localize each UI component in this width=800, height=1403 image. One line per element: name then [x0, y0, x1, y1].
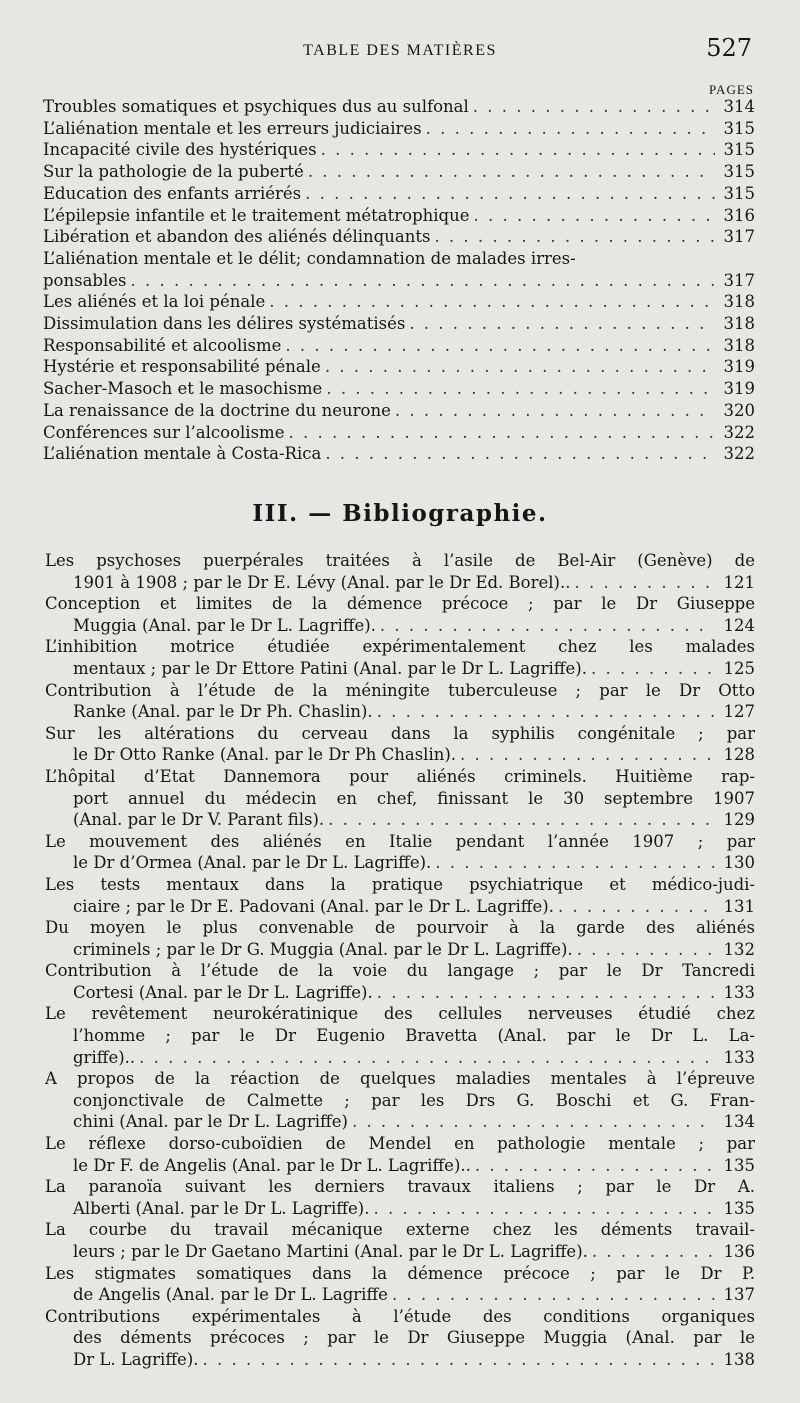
bibliography-list [45, 550, 755, 1371]
dot-leader [574, 572, 715, 594]
dot-leader [269, 291, 715, 313]
leader-line [45, 701, 755, 723]
toc-title: Sacher-Masoch et le masochisme [43, 379, 323, 399]
page-ref: 314 [723, 97, 755, 116]
leader-line [43, 139, 755, 161]
toc-title-line: L’aliénation mentale et le délit; condamnation de malades irres- [43, 248, 576, 268]
bibliography-entry [45, 636, 755, 679]
leader-line [43, 205, 755, 227]
leader-line [43, 118, 755, 140]
bibliography-entry [45, 1263, 755, 1306]
dot-leader [592, 1241, 715, 1263]
table-of-contents [43, 96, 755, 465]
bibliography-last-line: leurs ; par le Dr Gaetano Martini (Anal. par le Dr L. Lagriffe). [73, 1242, 588, 1261]
dot-leader [288, 422, 715, 444]
bibliography-text-line: l’homme ; par le Dr Eugenio Bravetta (Anal. par le Dr L. La- [73, 1026, 755, 1046]
leader-line [43, 378, 755, 400]
dot-leader [380, 615, 715, 637]
bibliography-text-line: Contributions expérimentales à l’étude des conditions organiques [45, 1306, 755, 1326]
page-ref: 124 [723, 615, 755, 635]
leader-line [43, 400, 755, 422]
leader-line [45, 1155, 755, 1177]
bibliography-last-line: (Anal. par le Dr V. Parant fils). [73, 810, 325, 830]
leader-line [43, 96, 755, 118]
bibliography-text-line: L’inhibition motrice étudiée expérimentalement chez les malades [45, 637, 755, 657]
toc-title: Education des enfants arriérés [43, 183, 302, 203]
bibliography-entry [45, 874, 755, 917]
bibliography-text-line: Sur les altérations du cerveau dans la syphilis congénitale ; par [45, 723, 755, 743]
bibliography-entry [45, 960, 755, 1003]
toc-title: L’épilepsie infantile et le traitement métatrophique [43, 205, 470, 225]
toc-title: L’aliénation mentale et les erreurs judiciaires [43, 118, 422, 138]
toc-title: Les aliénés et la loi pénale [43, 292, 266, 312]
bibliography-entry [45, 831, 755, 874]
page-ref: 315 [723, 162, 755, 182]
page-ref: 318 [723, 335, 755, 355]
bibliography-entry [45, 1068, 755, 1133]
dot-leader [591, 658, 715, 680]
dot-leader [558, 896, 715, 918]
bibliography-entry [45, 1003, 755, 1068]
page-ref: 322 [723, 444, 755, 464]
page-ref: 121 [723, 572, 755, 592]
dot-leader [409, 313, 715, 335]
dot-leader [139, 1047, 715, 1069]
bibliography-entry [45, 1176, 755, 1219]
page-ref: 136 [723, 1242, 755, 1261]
leader-line [43, 313, 755, 335]
bibliography-text-line: Le revêtement neurokératinique des cellules nerveuses étudié chez [45, 1004, 755, 1024]
bibliography-last-line: ciaire ; par le Dr E. Padovani (Anal. par le Dr L. Lagriffe). [73, 896, 554, 916]
page-ref: 131 [723, 896, 755, 916]
dot-leader [395, 400, 715, 422]
dot-leader [377, 701, 715, 723]
page-ref: 317 [723, 227, 755, 247]
bibliography-last-line: 1901 à 1908 ; par le Dr E. Lévy (Anal. par le Dr Ed. Borel).. [73, 572, 571, 592]
bibliography-last-line: griffe).. [73, 1047, 136, 1067]
leader-line [45, 744, 755, 766]
leader-line [45, 809, 755, 831]
toc-entry [43, 248, 755, 291]
bibliography-text-line: Du moyen le plus convenable de pourvoir à la garde des aliénés [45, 918, 755, 938]
page-ref: 318 [723, 292, 755, 312]
leader-line [43, 161, 755, 183]
pages-column-label: PAGES [709, 82, 754, 97]
bibliography-entry [45, 680, 755, 723]
toc-entry [43, 118, 755, 140]
page-ref: 134 [723, 1112, 755, 1132]
dot-leader [577, 939, 715, 961]
bibliography-last-line: Ranke (Anal. par le Dr Ph. Chaslin). [73, 702, 373, 722]
toc-entry [43, 183, 755, 205]
dot-leader [131, 270, 716, 292]
bibliography-last-line: Dr L. Lagriffe). [73, 1349, 199, 1369]
leader-line [43, 291, 755, 313]
bibliography-text-line: Les stigmates somatiques dans la démence précoce ; par le Dr P. [45, 1263, 755, 1283]
toc-title: Conférences sur l’alcoolisme [43, 422, 285, 442]
toc-title: Libération et abandon des aliénés délinquants [43, 227, 431, 247]
leader-line [45, 658, 755, 680]
page-ref: 130 [723, 853, 755, 873]
dot-leader [352, 1111, 715, 1133]
bibliography-last-line: de Angelis (Anal. par le Dr L. Lagriffe [73, 1285, 388, 1305]
dot-leader [473, 96, 715, 118]
dot-leader [373, 1198, 715, 1220]
toc-title: Sur la pathologie de la puberté [43, 162, 304, 182]
dot-leader [203, 1349, 716, 1371]
dot-leader [475, 1155, 715, 1177]
running-title: TABLE DES MATIÈRES [303, 42, 497, 59]
bibliography-entry [45, 1133, 755, 1176]
bibliography-last-line: chini (Anal. par le Dr L. Lagriffe) [73, 1112, 348, 1132]
bibliography-entry [45, 1219, 755, 1262]
page-ref: 129 [723, 810, 755, 830]
toc-title: Hystérie et responsabilité pénale [43, 357, 321, 377]
leader-line [45, 1111, 755, 1133]
page-ref: 135 [723, 1155, 755, 1175]
page-ref: 318 [723, 314, 755, 334]
page-ref: 125 [723, 658, 755, 678]
toc-entry [43, 356, 755, 378]
toc-title: ponsables [43, 270, 127, 290]
bibliography-text-line: conjonctivale de Calmette ; par les Drs G. Boschi et G. Fran- [73, 1090, 755, 1110]
page-ref: 322 [723, 422, 755, 442]
page-ref: 315 [723, 183, 755, 203]
section-heading: III. — Bibliographie. [252, 500, 548, 527]
toc-entry [43, 400, 755, 422]
leader-line [43, 270, 755, 292]
dot-leader [460, 744, 715, 766]
running-head [40, 34, 760, 64]
bibliography-text-line: Les tests mentaux dans la pratique psychiatrique et médico-judi- [45, 874, 755, 894]
leader-line [43, 183, 755, 205]
bibliography-text-line: Le réflexe dorso-cuboïdien de Mendel en pathologie mentale ; par [45, 1134, 755, 1154]
bibliography-entry [45, 593, 755, 636]
bibliography-last-line: Alberti (Anal. par le Dr L. Lagriffe). [73, 1198, 370, 1218]
bibliography-text-line: port annuel du médecin en chef, finissant le 30 septembre 1907 [73, 788, 755, 808]
bibliography-last-line: le Dr d’Ormea (Anal. par le Dr L. Lagriffe). [73, 853, 432, 873]
page-number: 527 [706, 34, 752, 62]
dot-leader [325, 443, 715, 465]
dot-leader [435, 852, 715, 874]
page-ref: 320 [723, 400, 755, 420]
toc-entry [43, 291, 755, 313]
dot-leader [377, 982, 715, 1004]
toc-entry [43, 378, 755, 400]
toc-title: La renaissance de la doctrine du neurone [43, 400, 391, 420]
dot-leader [474, 205, 716, 227]
toc-entry [43, 139, 755, 161]
leader-line [45, 1241, 755, 1263]
bibliography-entry [45, 550, 755, 593]
bibliography-last-line: mentaux ; par le Dr Ettore Patini (Anal. par le Dr L. Lagriffe). [73, 658, 587, 678]
leader-line [45, 1198, 755, 1220]
page-ref: 319 [723, 379, 755, 399]
page-ref: 128 [723, 745, 755, 765]
page-ref: 135 [723, 1198, 755, 1218]
dot-leader [326, 378, 715, 400]
page-ref: 317 [723, 270, 755, 290]
leader-line [45, 896, 755, 918]
bibliography-text-line: A propos de la réaction de quelques maladies mentales à l’épreuve [45, 1069, 755, 1089]
toc-title: L’aliénation mentale à Costa-Rica [43, 444, 322, 464]
leader-line [45, 572, 755, 594]
leader-line [45, 852, 755, 874]
page-ref: 319 [723, 357, 755, 377]
leader-line [43, 335, 755, 357]
bibliography-text-line: Le mouvement des aliénés en Italie pendant l’année 1907 ; par [45, 831, 755, 851]
leader-line [45, 1284, 755, 1306]
leader-line [45, 939, 755, 961]
page-ref: 138 [723, 1349, 755, 1369]
bibliography-text-line: La paranoïa suivant les derniers travaux italiens ; par le Dr A. [45, 1177, 755, 1197]
toc-title: Troubles somatiques et psychiques dus au sulfonal [43, 97, 469, 116]
dot-leader [328, 809, 715, 831]
bibliography-last-line: le Dr F. de Angelis (Anal. par le Dr L. Lagriffe).. [73, 1155, 471, 1175]
leader-line [45, 1349, 755, 1371]
bibliography-text-line: Contribution à l’étude de la voie du langage ; par le Dr Tancredi [45, 961, 755, 981]
toc-entry [43, 313, 755, 335]
bibliography-entry [45, 917, 755, 960]
toc-entry [43, 226, 755, 248]
dot-leader [321, 139, 715, 161]
dot-leader [426, 118, 715, 140]
toc-entry [43, 205, 755, 227]
leader-line [43, 443, 755, 465]
toc-entry [43, 422, 755, 444]
dot-leader [308, 161, 715, 183]
bibliography-text-line: La courbe du travail mécanique externe chez les déments travail- [45, 1220, 755, 1240]
toc-title: Dissimulation dans les délires systématisés [43, 314, 406, 334]
bibliography-text-line: Contribution à l’étude de la méningite tuberculeuse ; par le Dr Otto [45, 680, 755, 700]
bibliography-entry [45, 1306, 755, 1371]
leader-line [43, 422, 755, 444]
leader-line [45, 615, 755, 637]
bibliography-text-line: L’hôpital d’Etat Dannemora pour aliénés criminels. Huitième rap- [45, 766, 755, 786]
bibliography-text-line: Les psychoses puerpérales traitées à l’asile de Bel-Air (Genève) de [45, 551, 755, 570]
leader-line [45, 982, 755, 1004]
leader-line [43, 356, 755, 378]
bibliography-entry [45, 723, 755, 766]
leader-line [43, 226, 755, 248]
dot-leader [392, 1284, 715, 1306]
bibliography-last-line: Cortesi (Anal. par le Dr L. Lagriffe). [73, 982, 373, 1002]
page-ref: 133 [723, 982, 755, 1002]
bibliography-last-line: Muggia (Anal. par le Dr L. Lagriffe). [73, 615, 376, 635]
toc-entry [43, 161, 755, 183]
dot-leader [305, 183, 715, 205]
page-ref: 127 [723, 702, 755, 722]
page-ref: 133 [723, 1047, 755, 1067]
page-ref: 137 [723, 1285, 755, 1305]
page-ref: 132 [723, 939, 755, 959]
toc-title: Responsabilité et alcoolisme [43, 335, 282, 355]
dot-leader [434, 226, 715, 248]
bibliography-entry [45, 766, 755, 831]
dot-leader [325, 356, 715, 378]
bibliography-text-line: Conception et limites de la démence précoce ; par le Dr Giuseppe [45, 594, 755, 614]
toc-title: Incapacité civile des hystériques [43, 140, 317, 160]
page-ref: 316 [723, 205, 755, 225]
dot-leader [285, 335, 715, 357]
toc-entry [43, 443, 755, 465]
page-ref: 315 [723, 140, 755, 160]
bibliography-last-line: criminels ; par le Dr G. Muggia (Anal. par le Dr L. Lagriffe). [73, 939, 573, 959]
bibliography-last-line: le Dr Otto Ranke (Anal. par le Dr Ph Chaslin). [73, 745, 457, 765]
leader-line [45, 1047, 755, 1069]
page-ref: 315 [723, 118, 755, 138]
toc-entry [43, 335, 755, 357]
toc-entry [43, 96, 755, 118]
bibliography-text-line: des déments précoces ; par le Dr Giuseppe Muggia (Anal. par le [73, 1328, 755, 1348]
